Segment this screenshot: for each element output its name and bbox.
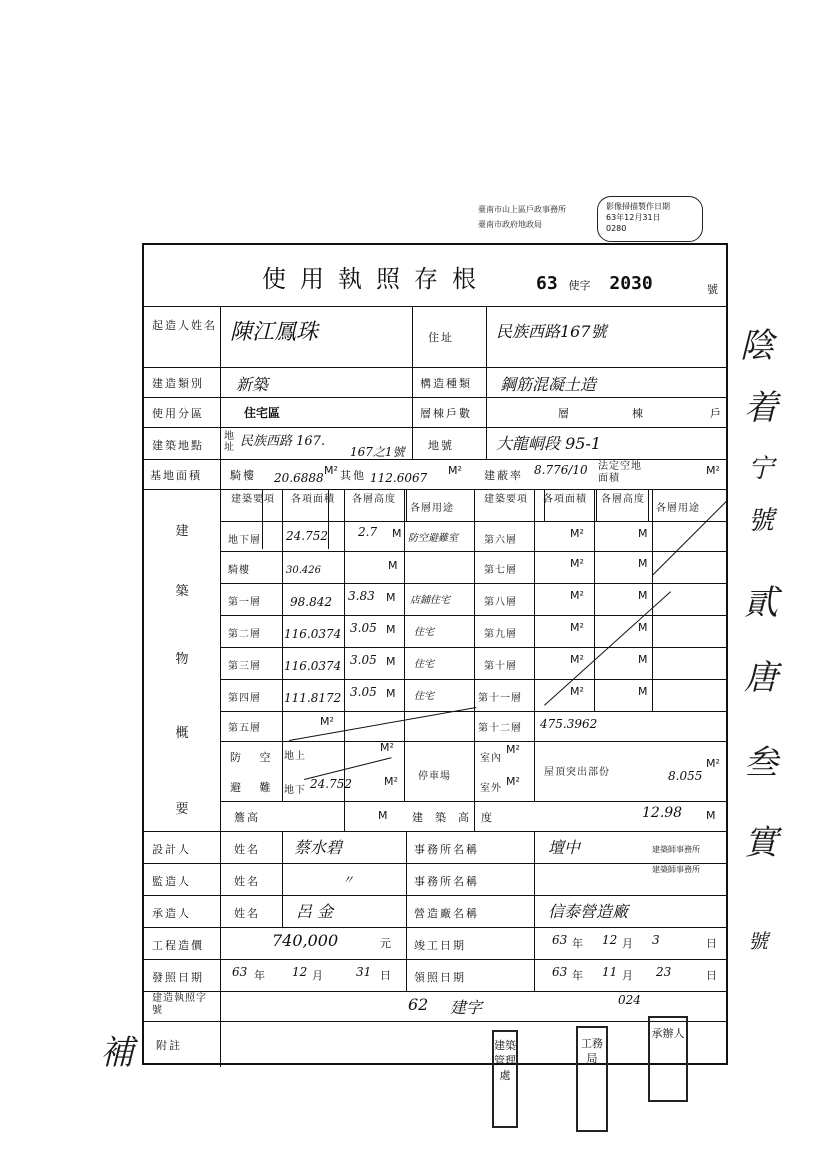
site-address-line1: 民族西路 167.	[240, 434, 326, 449]
use-col-header-right: 各層用途	[656, 503, 700, 514]
issue-year: 63	[232, 965, 248, 979]
land-no-value: 大龍峒段 95-1	[496, 434, 602, 453]
issue-month: 12	[292, 965, 308, 979]
floor3-height-unit: M	[386, 655, 396, 668]
floor3-area: 116.0374	[284, 659, 342, 673]
shelter-label-bottom: 避 難	[230, 781, 273, 794]
contractor-name: 呂 金	[296, 902, 334, 921]
floor3-height: 3.05	[350, 653, 377, 667]
area-col-header-right: 各項面積	[543, 494, 587, 505]
receive-date-label: 領照日期	[414, 971, 466, 984]
buildings-unit: 棟	[632, 407, 645, 420]
other-area-value: 112.6067	[370, 471, 428, 485]
scan-stamp-line2: 63年12月31日	[606, 213, 661, 222]
area-col-header-left: 各項面積	[291, 494, 335, 505]
basement-use: 防空避難室	[408, 533, 458, 544]
completion-year-unit: 年	[572, 937, 583, 950]
item-col-header-left: 建築要項	[231, 494, 275, 505]
use-col-header-left: 各層用途	[410, 503, 454, 514]
arcade-label: 騎樓	[230, 469, 256, 482]
receive-year: 63	[552, 965, 568, 979]
floor8-height-unit: M	[638, 589, 648, 602]
bottom-seal-3: 承辦人	[648, 1016, 688, 1102]
outdoor-label: 室外	[480, 783, 502, 794]
coverage-label: 建蔽率	[484, 469, 523, 482]
shelter-below-label: 地下	[284, 785, 306, 796]
floor11-area-unit: M²	[570, 685, 584, 698]
receive-month-unit: 月	[622, 969, 633, 982]
floor9-area-unit: M²	[570, 621, 584, 634]
row-floor5-label: 第五層	[228, 723, 261, 734]
applicant-label: 起造人姓名	[152, 319, 217, 332]
scan-date-stamp	[597, 196, 703, 242]
floor11-height-unit: M	[638, 685, 648, 698]
issue-date-label: 發照日期	[152, 971, 204, 984]
height-col-header-right: 各層高度	[601, 494, 645, 505]
height-col-header-left: 各層高度	[352, 494, 396, 505]
floor6-area-unit: M²	[570, 527, 584, 540]
site-location-label: 建築地點	[152, 439, 204, 452]
roof-protrusion-value: 8.055	[668, 769, 703, 783]
outdoor-unit: M²	[506, 775, 520, 788]
registry-stamp-line2: 臺南市政府地政局	[478, 220, 542, 229]
completion-month-unit: 月	[622, 937, 633, 950]
receive-day: 23	[656, 965, 672, 979]
margin-right-char-5: 貳	[744, 583, 778, 623]
parking-label: 停車場	[418, 771, 451, 782]
build-category-label: 建造類別	[152, 377, 204, 390]
floor8-area-unit: M²	[570, 589, 584, 602]
indoor-label: 室內	[480, 753, 502, 764]
roof-protrusion-unit: M²	[706, 757, 720, 770]
floor2-height: 3.05	[350, 621, 377, 635]
contractor-label: 承造人	[152, 907, 191, 920]
row-floor11-label: 第十一層	[478, 693, 522, 704]
floor4-area: 111.8172	[284, 691, 342, 705]
eave-height-unit: M	[378, 809, 388, 822]
use-zone-label: 使用分區	[152, 407, 204, 420]
cost-label: 工程造價	[152, 939, 204, 952]
floor9-height-unit: M	[638, 621, 648, 634]
building-summary-char-3: 物	[175, 652, 189, 667]
floor1-height: 3.83	[348, 589, 375, 603]
margin-right-char-2: 着	[744, 388, 778, 428]
cost-value: 740,000	[272, 931, 339, 950]
supervisor-office-label: 事務所名稱	[414, 875, 479, 888]
form-title: 使用執照存根	[262, 265, 490, 293]
site-addr-label: 地址	[224, 431, 235, 453]
structure-type-value: 鋼筋混凝土造	[500, 375, 597, 394]
build-permit-prefix: 62	[408, 995, 429, 1014]
contractor-firm: 信泰營造廠	[548, 902, 629, 921]
receive-year-unit: 年	[572, 969, 583, 982]
floor4-use: 住宅	[414, 691, 434, 702]
designer-office-stamp: 建築師事務所	[652, 845, 700, 854]
supervisor-label: 監造人	[152, 875, 191, 888]
issue-day: 31	[356, 965, 372, 979]
site-area-label: 基地面積	[150, 469, 202, 482]
floor7-area-unit: M²	[570, 557, 584, 570]
roof-protrusion-label: 屋頂突出部份	[544, 767, 610, 778]
building-summary-char-2: 築	[175, 584, 189, 599]
shelter-above-label: 地上	[284, 751, 306, 762]
build-permit-word: 建字	[450, 998, 483, 1017]
eave-height-label: 簷高	[234, 811, 260, 824]
arcade-area-unit: M²	[324, 464, 338, 477]
row-floor12-label: 第十二層	[478, 723, 522, 734]
floor4-height-unit: M	[386, 687, 396, 700]
floor2-use: 住宅	[414, 627, 434, 638]
basement-height-unit: M	[392, 527, 402, 540]
legal-open-area-label: 法定空地面積	[598, 461, 642, 484]
floor7-height-unit: M	[638, 557, 648, 570]
permit-word: 使字	[568, 279, 591, 292]
row-arcade-label: 騎樓	[228, 565, 250, 576]
floor6-height-unit: M	[638, 527, 648, 540]
site-address-line2: 167之1號	[350, 445, 405, 459]
row-floor1-label: 第一層	[228, 597, 261, 608]
shelter-above-unit: M²	[380, 741, 394, 754]
total-area-value: 475.3962	[540, 717, 598, 731]
scan-stamp-line1: 影像掃描製作日期	[606, 202, 670, 211]
building-height-label: 建築高度	[412, 811, 504, 824]
land-no-label: 地號	[428, 439, 454, 452]
designer-label: 設計人	[152, 843, 191, 856]
households-unit: 戶	[710, 407, 723, 420]
floor4-height: 3.05	[350, 685, 377, 699]
margin-right-char-9: 號	[748, 929, 768, 953]
basement-area: 24.752	[286, 529, 328, 543]
designer-name: 蔡水碧	[294, 838, 343, 857]
row-floor7-label: 第七層	[484, 565, 517, 576]
completion-day: 3	[652, 933, 660, 947]
permit-year: 63	[536, 273, 558, 294]
row-floor4-label: 第四層	[228, 693, 261, 704]
designer-office-label: 事務所名稱	[414, 843, 479, 856]
arcade-row-area: 30.426	[286, 565, 321, 576]
bottom-seal-1: 建築管理處	[492, 1030, 518, 1128]
build-permit-number: 024	[618, 993, 641, 1007]
supervisor-name: 〃	[342, 873, 355, 887]
permit-serial: 2030	[609, 273, 653, 294]
coverage-value: 8.776/10	[534, 463, 588, 477]
use-zone-value: 住宅區	[244, 406, 281, 420]
title-row	[144, 245, 726, 307]
shelter-below-value: 24.752	[310, 777, 352, 791]
issue-month-unit: 月	[312, 969, 323, 982]
contractor-name-label: 姓名	[234, 907, 260, 920]
building-summary-char-5: 要	[175, 802, 189, 817]
building-summary-char-4: 概	[175, 726, 189, 741]
build-category-value: 新築	[236, 375, 269, 394]
floor1-height-unit: M	[386, 591, 396, 604]
margin-left-char: 補	[100, 1033, 134, 1073]
completion-date-label: 竣工日期	[414, 939, 466, 952]
permit-number	[536, 273, 653, 294]
receive-month: 11	[602, 965, 618, 979]
structure-type-label: 構造種類	[420, 377, 472, 390]
floor5-area-unit: M²	[320, 715, 334, 728]
completion-month: 12	[602, 933, 618, 947]
floor10-height-unit: M	[638, 653, 648, 666]
other-label: 其他	[340, 469, 366, 482]
margin-right-char-7: 叁	[744, 743, 778, 783]
row-floor6-label: 第六層	[484, 535, 517, 546]
row-floor3-label: 第三層	[228, 661, 261, 672]
issue-year-unit: 年	[254, 969, 265, 982]
building-height-unit: M	[706, 809, 716, 822]
contractor-firm-label: 營造廠名稱	[414, 907, 479, 920]
margin-right-char-8: 實	[744, 823, 778, 863]
indoor-unit: M²	[506, 743, 520, 756]
floor2-height-unit: M	[386, 623, 396, 636]
floors-unit: 層	[558, 407, 571, 420]
supervisor-name-label: 姓名	[234, 875, 260, 888]
floor3-use: 住宅	[414, 659, 434, 670]
notes-label: 附註	[156, 1039, 182, 1052]
margin-right-char-6: 唐	[744, 658, 778, 698]
row-floor9-label: 第九層	[484, 629, 517, 640]
address-label: 住址	[428, 331, 454, 344]
shelter-label-top: 防 空	[230, 751, 273, 764]
margin-right-char-3: 宁	[748, 454, 775, 484]
row-floor10-label: 第十層	[484, 661, 517, 672]
row-basement-label: 地下層	[228, 535, 261, 546]
row-floor2-label: 第二層	[228, 629, 261, 640]
build-permit-no-label: 建造執照字號	[152, 993, 207, 1016]
supervisor-office-stamp: 建築師事務所	[652, 865, 700, 874]
building-summary-char-1: 建	[175, 524, 189, 539]
completion-year: 63	[552, 933, 568, 947]
floor2-area: 116.0374	[284, 627, 342, 641]
row-floor8-label: 第八層	[484, 597, 517, 608]
floor1-use: 店鋪住宅	[410, 595, 450, 606]
floor10-area-unit: M²	[570, 653, 584, 666]
floor1-area: 98.842	[290, 595, 332, 609]
floors-households-label: 層棟戶數	[420, 407, 472, 420]
cost-unit: 元	[380, 937, 391, 950]
completion-day-unit: 日	[706, 937, 717, 950]
item-col-header-right: 建築要項	[484, 494, 528, 505]
building-height-value: 12.98	[642, 805, 683, 821]
issue-day-unit: 日	[380, 969, 391, 982]
bottom-seal-2: 工務局	[576, 1026, 608, 1132]
permit-form	[142, 243, 728, 1065]
designer-name-label: 姓名	[234, 843, 260, 856]
applicant-address: 民族西路167號	[496, 322, 607, 341]
scan-stamp-line3: 0280	[606, 224, 627, 233]
arcade-row-height-unit: M	[388, 559, 398, 572]
margin-right-char-1: 陰	[740, 326, 774, 366]
basement-height: 2.7	[358, 525, 378, 539]
margin-right-char-4: 號	[748, 506, 775, 536]
other-area-unit: M²	[448, 464, 462, 477]
applicant-name: 陳江鳳珠	[230, 320, 319, 345]
receive-day-unit: 日	[706, 969, 717, 982]
permit-suffix: 號	[707, 283, 718, 296]
designer-office: 壇中	[548, 838, 581, 857]
registry-stamp-line1: 臺南市山上區戶政事務所	[478, 205, 566, 214]
arcade-area-value: 20.6888	[274, 471, 324, 485]
shelter-below-unit: M²	[384, 775, 398, 788]
legal-open-area-unit: M²	[706, 464, 720, 477]
